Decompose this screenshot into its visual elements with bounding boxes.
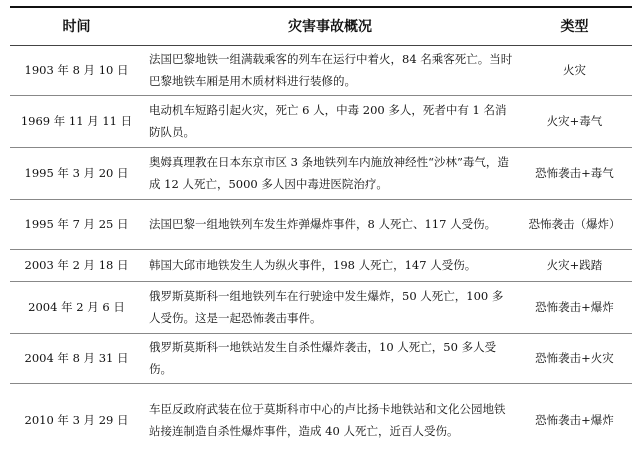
cell-summary: 车臣反政府武装在位于莫斯科市中心的卢比扬卡地铁站和文化公园地铁站接连制造自杀性爆炸事件，造成 40 人死亡，近百人受伤。 [149, 402, 506, 439]
cell-type: 恐怖袭击（爆炸） [517, 199, 632, 249]
cell-type: 火灾 [517, 45, 632, 95]
cell-time: 2010 年 3 月 29 日 [24, 413, 129, 428]
table-row [10, 45, 632, 95]
cell-time: 1903 年 8 月 10 日 [10, 45, 143, 95]
table-row [10, 281, 632, 333]
header-type: 类型 [517, 7, 632, 45]
cell-summary: 俄罗斯莫斯科一地铁站发生自杀性爆炸袭击，10 人死亡，50 多人受伤。 [143, 333, 517, 383]
cell-type: 恐怖袭击+火灾 [517, 333, 632, 383]
cell-summary: 奥姆真理教在日本东京市区 3 条地铁列车内施放神经性“沙林”毒气，造成 12 人死亡，5000 多人因中毒进医院治疗。 [143, 147, 517, 199]
header-summary: 灾害事故概况 [143, 7, 517, 45]
disaster-table [10, 6, 632, 457]
cell-time: 2003 年 2 月 18 日 [10, 249, 143, 281]
table-row [10, 199, 632, 249]
cell-type: 恐怖袭击+毒气 [517, 147, 632, 199]
table-row [10, 95, 632, 147]
cell-time: 1995 年 7 月 25 日 [10, 199, 143, 249]
table-row [10, 147, 632, 199]
cell-summary: 俄罗斯莫斯科一组地铁列车在行驶途中发生爆炸，50 人死亡，100 多人受伤。这是一起恐怖袭击事件。 [143, 281, 517, 333]
cell-summary: 法国巴黎一组地铁列车发生炸弹爆炸事件，8 人死亡、117 人受伤。 [143, 199, 517, 249]
table-row [10, 333, 632, 383]
cell-type: 恐怖袭击+爆炸 [517, 281, 632, 333]
cell-time: 2004 年 2 月 6 日 [10, 281, 143, 333]
cell-type: 火灾+践踏 [517, 249, 632, 281]
cell-type: 恐怖袭击+爆炸 [535, 413, 614, 428]
cell-time: 2004 年 8 月 31 日 [10, 333, 143, 383]
cell-time: 1995 年 3 月 20 日 [10, 147, 143, 199]
header-time: 时间 [10, 7, 143, 45]
cell-summary: 电动机车短路引起火灾，死亡 6 人，中毒 200 多人，死者中有 1 名消防队员。 [143, 95, 517, 147]
cell-type: 火灾+毒气 [517, 95, 632, 147]
cell-summary: 法国巴黎地铁一组满载乘客的列车在运行中着火，84 名乘客死亡。当时巴黎地铁车厢是用木质材料进行装修的。 [143, 45, 517, 95]
cell-time: 1969 年 11 月 11 日 [10, 95, 143, 147]
header-row [10, 7, 632, 45]
table-header [10, 7, 632, 45]
table-row [10, 249, 632, 281]
table-body [10, 45, 632, 457]
table-row [10, 383, 632, 457]
cell-summary: 韩国大邱市地铁发生人为纵火事件，198 人死亡，147 人受伤。 [143, 249, 517, 281]
